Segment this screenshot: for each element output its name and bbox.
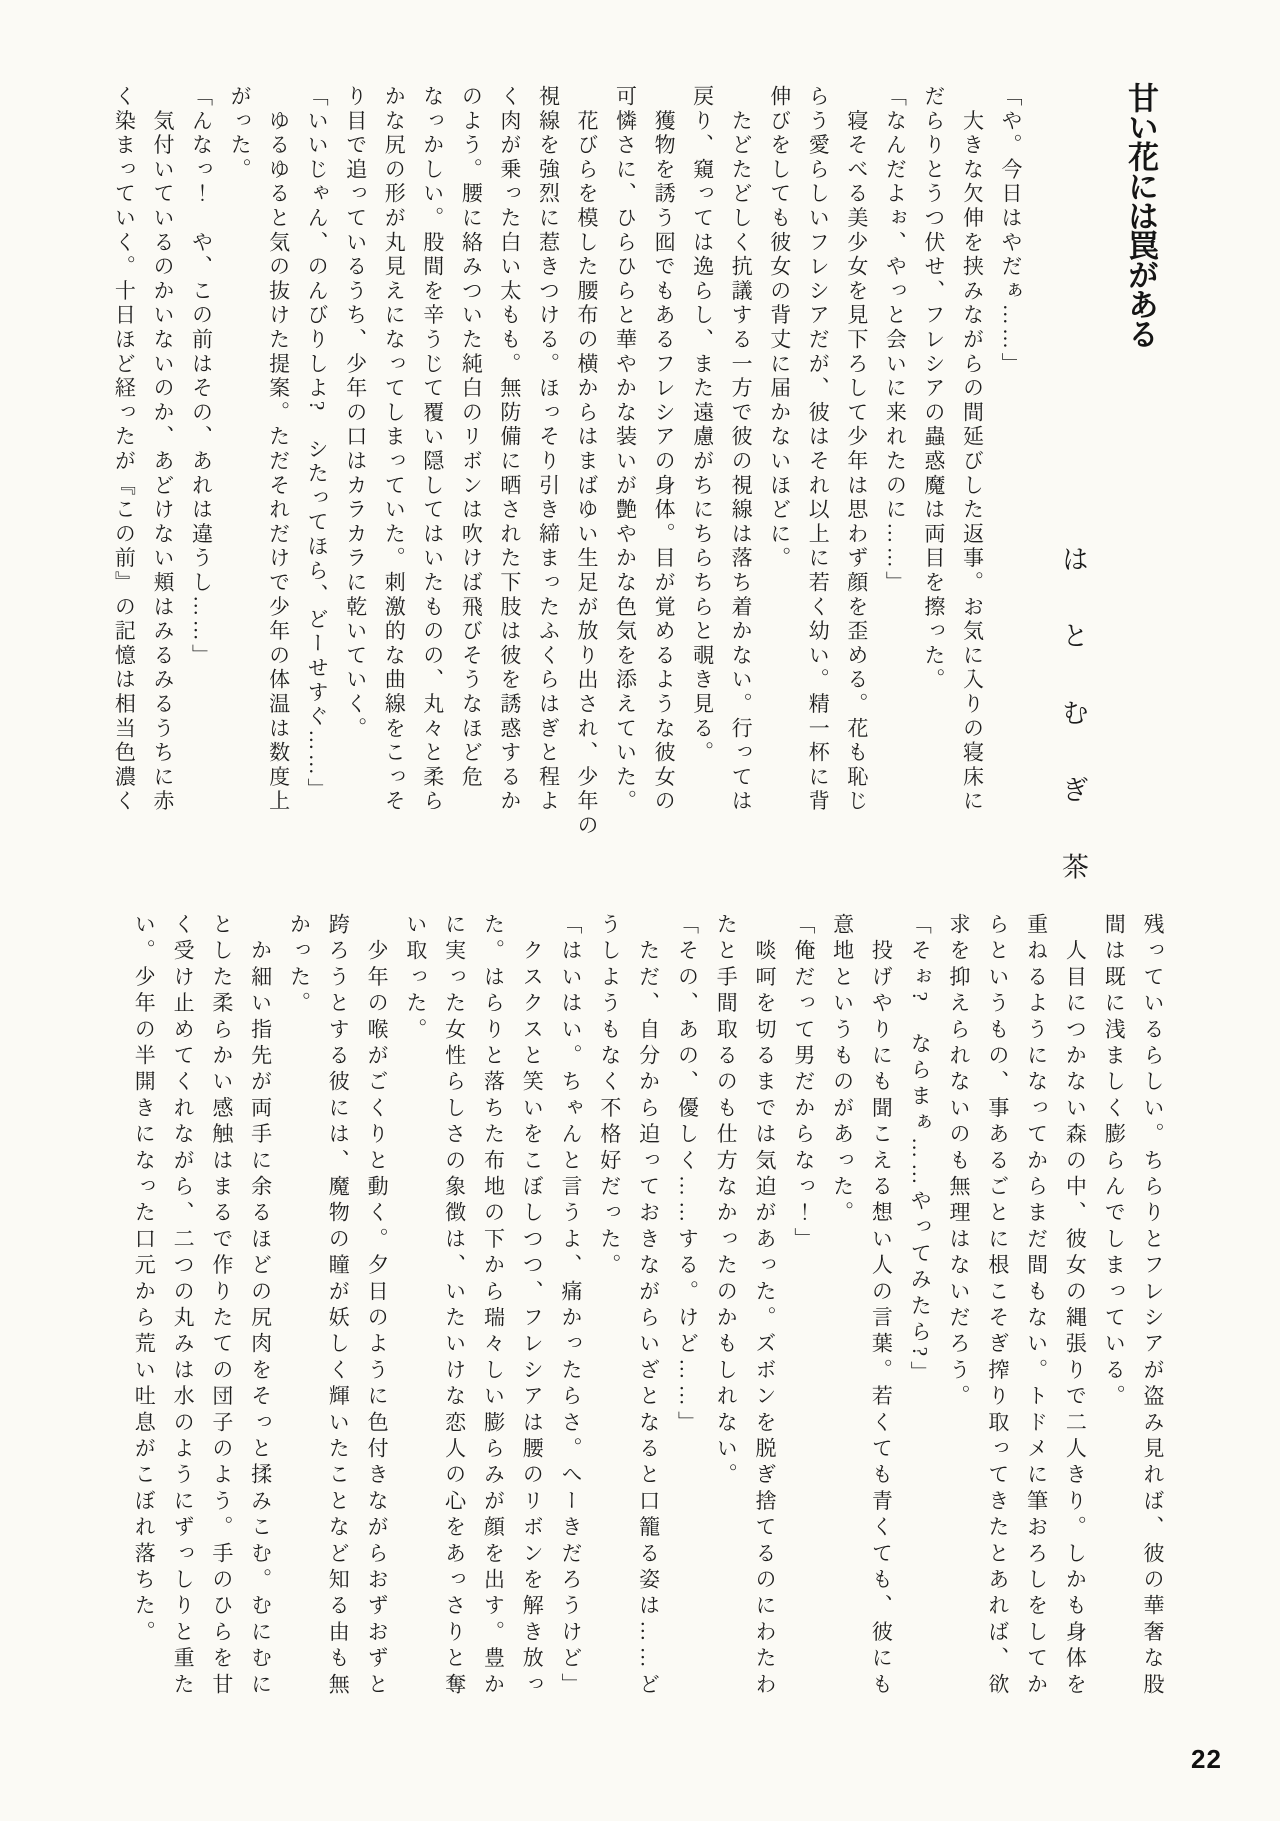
text-line: 「んなっ！ や、この前はその、あれは違うし……」 [189, 85, 214, 669]
text-line: ゆるゆると気の抜けた提案。ただそれだけで少年の体温は数度上 [266, 85, 291, 814]
text-line: 「なんだよぉ、やっと会いに来れたのに……」 [883, 85, 908, 596]
text-line: 「俺だって男だからなっ！」 [791, 913, 816, 1254]
text-line: 「そぉ? ならまぁ……やってみたら?」 [908, 913, 933, 1388]
text-line: 「いいじゃん、のんびりしよ? シたってほら、どーせすぐ……」 [305, 85, 330, 803]
text-line: だらりとうつ伏せ、フレシアの蟲惑魔は両目を擦った。 [921, 85, 946, 693]
author-name: はとむぎ茶 [1058, 545, 1088, 930]
text-line: らというもの、事あるごとに根こそぎ搾り取ってきたとあれば、欲 [985, 913, 1010, 1699]
text-line: とした柔らかい感触はまるで作りたての団子のよう。手のひらを甘 [209, 913, 234, 1699]
text-line: クスクスと笑いをこぼしつつ、フレシアは腰のリボンを解き放っ [520, 913, 545, 1699]
text-line: 「や。今日はやだぁ……」 [999, 85, 1023, 377]
text-line: 間は既に浅ましく膨らんでしまっている。 [1102, 913, 1127, 1411]
text-line: らう愛らしいフレシアだが、彼はそれ以上に若く幼い。精一杯に背 [806, 85, 831, 814]
text-line: 伸びをしても彼女の背丈に届かないほどに。 [767, 85, 792, 571]
text-line: い。少年の半開きになった口元から荒い吐息がこぼれ落ちた。 [132, 913, 157, 1647]
text-line: 人目につかない森の中、彼女の縄張りで二人きり。しかも身体を [1063, 913, 1088, 1699]
text-block-top [105, 85, 1030, 847]
text-line: 大きな欠伸を挟みながらの間延びした返事。お気に入りの寝床に [960, 85, 985, 814]
text-line: 気付いているのかいないのか、あどけない頬はみるみるうちに赤 [150, 85, 175, 814]
text-line: がった。 [228, 85, 253, 183]
text-line: 寝そべる美少女を見下ろして少年は思わず顔を歪める。花も恥じ [844, 85, 869, 814]
text-line: 残っているらしい。ちらりとフレシアが盗み見れば、彼の華奢な股 [1141, 913, 1165, 1699]
text-line: く染まっていく。十日ほど経ったが『この前』の記憶は相当色濃く [112, 85, 137, 814]
page-number: 22 [1191, 1744, 1222, 1774]
text-line: たどたどしく抗議する一方で彼の視線は落ち着かない。行っては [729, 85, 754, 814]
text-line: 跨ろうとする彼には、魔物の瞳が妖しく輝いたことなど知る由も無 [326, 913, 351, 1700]
text-line: く肉が乗った白い太もも。無防備に晒された下肢は彼を誘惑するか [497, 85, 522, 814]
text-line: 少年の喉がごくりと動く。夕日のように色付きながらおずおずと [365, 913, 390, 1699]
text-line: く受け止めてくれながら、二つの丸みは水のようにずっしりと重た [171, 913, 196, 1699]
text-line: のよう。腰に絡みついた純白のリボンは吹けば飛びそうなほど危 [459, 85, 484, 790]
text-line: 「はいはい。ちゃんと言うよ、痛かったらさ。へーきだろうけど」 [559, 913, 584, 1699]
text-line: たと手間取るのも仕方なかったのかもしれない。 [714, 913, 739, 1490]
text-line: 花びらを模した腰布の横からはまばゆい生足が放り出され、少年の [574, 85, 599, 839]
text-block-bottom [124, 913, 1172, 1703]
text-line: 啖呵を切るまでは気迫があった。ズボンを脱ぎ捨てるのにわたわ [753, 913, 778, 1699]
text-line: 可憐さに、ひらひらと華やかな装いが艶やかな色気を添えていた。 [613, 85, 638, 814]
text-line: 投げやりにも聞こえる想い人の言葉。若くても青くても、彼にも [869, 913, 894, 1699]
text-line: に実った女性らしさの象徴は、いたいけな恋人の心をあっさりと奪 [442, 913, 467, 1699]
text-line: か細い指先が両手に余るほどの尻肉をそっと揉みこむ。むにむに [248, 913, 273, 1699]
text-line: なっかしい。股間を辛うじて覆い隠してはいたものの、丸々と柔ら [420, 85, 445, 814]
text-line: た。はらりと落ちた布地の下から瑞々しい膨らみが顔を出す。豊か [481, 913, 506, 1699]
text-line: 戻り、窺っては逸らし、また遠慮がちにちらちらと覗き見る。 [690, 85, 715, 766]
text-line: 意地というものがあった。 [830, 913, 855, 1228]
page-title: 甘い花には罠がある [1123, 82, 1158, 348]
text-line: かった。 [287, 913, 312, 1018]
text-line: い取った。 [403, 913, 428, 1044]
text-line: 獲物を誘う囮でもあるフレシアの身体。目が覚めるような彼女の [652, 85, 677, 814]
text-line: 求を抑えられないのも無理はないだろう。 [947, 913, 972, 1411]
text-line: 重ねるようになってからまだ間もない。トドメに筆おろしをしてか [1024, 913, 1049, 1699]
text-line: 「その、あの、優しく……する。けど……」 [675, 913, 700, 1437]
text-line: うしようもなく不格好だった。 [597, 913, 622, 1280]
text-line: ただ、自分から迫っておきながらいざとなると口籠る姿は……ど [636, 913, 661, 1699]
text-line: かな尻の形が丸見えになってしまっていた。刺激的な曲線をこっそ [382, 85, 407, 814]
text-line: 視線を強烈に惹きつける。ほっそり引き締まったふくらはぎと程よ [536, 85, 561, 814]
text-line: り目で追っているうち、少年の口はカラカラに乾いていく。 [343, 85, 368, 742]
